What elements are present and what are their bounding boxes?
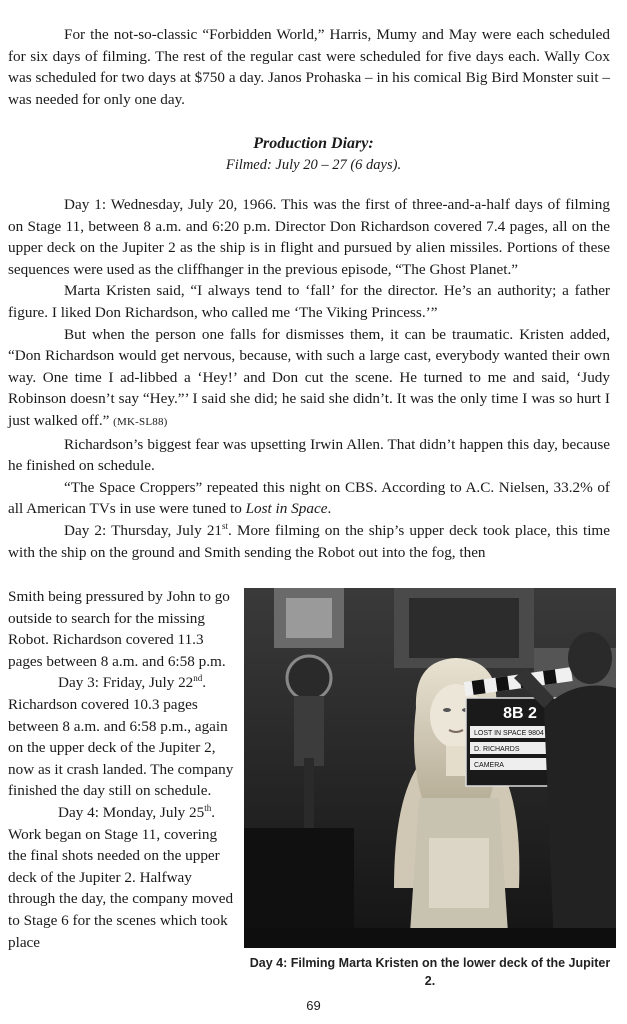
- photo-illustration: [244, 588, 616, 948]
- narrow-column: [8, 586, 236, 953]
- paragraph-richardson-fear: Richardson’s biggest fear was upsetting Irwin Allen. That didn’t happen this day, because he finished on schedule.: [8, 435, 610, 475]
- paragraph-day1: Day 1: Wednesday, July 20, 1966. This was the first of three-and-a-half days of filming on Stage 11, between 8 a.m. and 6:20 p.m. Director Don Richardson covered 7.4 pages, all on the upper deck on the Jupiter 2 as the ship is in flight and pursued by alien missiles. Portions of these sequences were used as the cliffhanger in the previous episode, “The Ghost Planet.”: [8, 196, 610, 278]
- page-number: 69: [306, 998, 321, 1013]
- slate-line-3: CAMERA: [474, 762, 504, 769]
- show-title: Lost in Space: [245, 500, 328, 518]
- paragraph-ratings: [8, 477, 610, 520]
- paragraph-kristen-added: [8, 324, 610, 434]
- ordinal-suffix: nd: [193, 673, 203, 684]
- behind-the-scenes-photo: [244, 588, 616, 948]
- slate-line-1: LOST IN SPACE 9804: [474, 730, 544, 737]
- intro-paragraph: For the not-so-classic “Forbidden World,” Harris, Mumy and May were each scheduled for six days of filming. The rest of the regular cast were scheduled for five days each. Wally Cox was scheduled for two days at $750 a day. Janos Prohaska – in his comical Big Bird Monster suit – was needed for only one day.: [8, 26, 610, 108]
- paragraph-text: But when the person one falls for dismisses them, it can be traumatic. Kristen added, “Don Richardson would get nervous, because, with such a large cast, everybody wanted their own way. One time I ad-libbed a ‘Hey!’ and Don cut the scene. He turned to me and said, ‘Judy Robinson doesn’t say “Hey.”’ I said she did; he said she didn’t. It was the only time I was so hurt I just walked off.”: [8, 325, 610, 429]
- paragraph-day2-continued: Smith being pressured by John to go outside to search for the missing Robot. Richardson covered 11.3 pages between 8 a.m. and 6:58 p.m.: [8, 588, 230, 670]
- paragraph-day4: [8, 802, 236, 953]
- slate-number: 8B 2: [503, 705, 537, 722]
- photo-caption: Day 4: Filming Marta Kristen on the lower deck of the Jupiter 2.: [249, 956, 611, 988]
- paragraph-day2: [8, 520, 610, 563]
- paragraph-text: . More filming on the ship’s upper deck took place, this time with the ship on the ground and Smith sending the Robot out into the fog, then: [8, 521, 610, 561]
- citation: (MK-SL88): [113, 415, 168, 428]
- punctuation: .: [327, 500, 332, 518]
- paragraph-text: Day 3: Friday, July 22: [58, 674, 194, 692]
- paragraph-text: Day 4: Monday, July 25: [58, 803, 205, 821]
- paragraph-text: . Work began on Stage 11, covering the final shots needed on the upper deck of the Jupiter 2. Halfway through the day, the company moved to Stage 6 for the scenes which took place: [8, 803, 234, 951]
- paragraph-kristen-quote: Marta Kristen said, “I always tend to ‘fall’ for the director. He’s an authority; a father figure. I liked Don Richardson, who called me ‘The Viking Princess.’”: [8, 282, 610, 321]
- ordinal-suffix: st: [222, 520, 229, 531]
- paragraph-day3: [8, 672, 236, 802]
- paragraph-text: Day 2: Thursday, July 21: [64, 521, 223, 539]
- paragraph-text: . Richardson covered 10.3 pages between 8 a.m. and 6:58 p.m., again on the upper deck of the Jupiter 2, now as it crash landed. The company finished the day still on schedule.: [8, 674, 234, 800]
- production-diary-heading: [0, 133, 627, 175]
- ordinal-suffix: th: [204, 802, 212, 813]
- diary-body: [8, 194, 610, 563]
- paragraph-text: “The Space Croppers” repeated this night on CBS. According to A.C. Nielsen, 33.2% of all American TVs in use were tuned to: [8, 478, 610, 518]
- diary-title: Production Diary:: [253, 135, 374, 152]
- intro-section: [8, 24, 610, 110]
- diary-subtitle: Filmed: July 20 – 27 (6 days).: [225, 157, 402, 173]
- slate-line-2: D. RICHARDS: [474, 746, 520, 753]
